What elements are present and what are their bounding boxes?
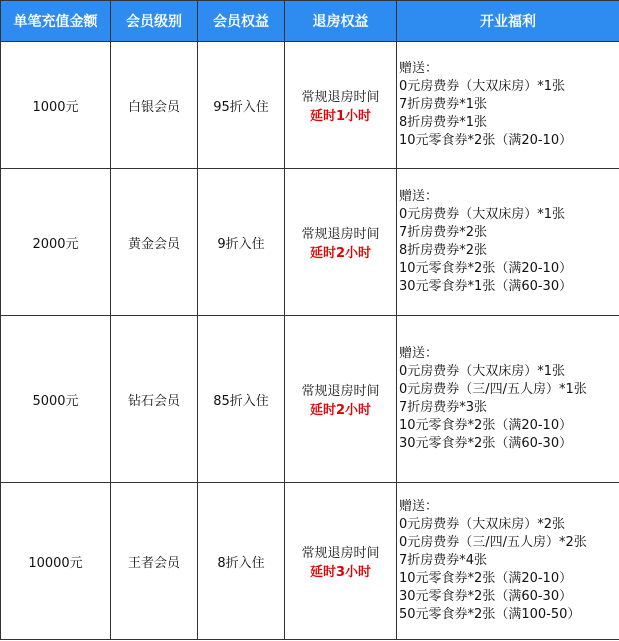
- benefit-line: 赠送：: [399, 346, 439, 361]
- amount-cell: 10000元: [1, 483, 111, 640]
- checkout-cell: [285, 316, 397, 483]
- amount-cell: 5000元: [1, 316, 111, 483]
- checkout-extension: 延时2小时: [309, 246, 372, 261]
- benefits-cell: [397, 42, 619, 169]
- amount-cell: 1000元: [1, 42, 111, 169]
- benefit-line: 10元零食券*2张（满20-10）: [399, 133, 573, 148]
- checkout-standard: 常规退房时间: [301, 546, 380, 561]
- amount-cell: 2000元: [1, 169, 111, 316]
- checkout-extension: 延时3小时: [309, 565, 372, 580]
- header-checkout: 退房权益: [285, 1, 397, 42]
- benefit-line: 7折房费券*1张: [399, 97, 488, 112]
- header-level: 会员级别: [111, 1, 198, 42]
- checkout-cell: [285, 483, 397, 640]
- level-cell: 王者会员: [111, 483, 198, 640]
- benefits-cell: [397, 483, 619, 640]
- benefit-line: 0元房费券（大双床房）*2张: [399, 517, 566, 532]
- benefit-line: 10元零食券*2张（满20-10）: [399, 418, 573, 433]
- benefit-line: 0元房费券（大双床房）*1张: [399, 364, 566, 379]
- discount-cell: 8折入住: [198, 483, 285, 640]
- table-row: [1, 42, 619, 169]
- benefit-line: 10元零食券*2张（满20-10）: [399, 571, 573, 586]
- header-discount: 会员权益: [198, 1, 285, 42]
- benefit-line: 8折房费券*2张: [399, 243, 488, 258]
- table-row: [1, 316, 619, 483]
- table-row: [1, 169, 619, 316]
- benefit-line: 7折房费券*4张: [399, 553, 488, 568]
- checkout-extension: 延时2小时: [309, 403, 372, 418]
- benefit-line: 赠送：: [399, 61, 439, 76]
- checkout-standard: 常规退房时间: [301, 384, 380, 399]
- checkout-standard: 常规退房时间: [301, 227, 380, 242]
- checkout-standard: 常规退房时间: [301, 90, 380, 105]
- checkout-cell: [285, 42, 397, 169]
- table-row: [1, 483, 619, 640]
- benefit-line: 10元零食券*2张（满20-10）: [399, 261, 573, 276]
- benefit-line: 8折房费券*1张: [399, 115, 488, 130]
- header-opening-benefits: 开业福利: [397, 1, 619, 42]
- checkout-extension: 延时1小时: [309, 109, 372, 124]
- benefit-line: 30元零食券*2张（满60-30）: [399, 589, 573, 604]
- discount-cell: 9折入住: [198, 169, 285, 316]
- benefit-line: 赠送：: [399, 189, 439, 204]
- checkout-cell: [285, 169, 397, 316]
- discount-cell: 95折入住: [198, 42, 285, 169]
- level-cell: 黄金会员: [111, 169, 198, 316]
- benefit-line: 7折房费券*2张: [399, 225, 488, 240]
- benefit-line: 30元零食券*1张（满60-30）: [399, 279, 573, 294]
- discount-cell: 85折入住: [198, 316, 285, 483]
- benefit-line: 30元零食券*2张（满60-30）: [399, 436, 573, 451]
- benefit-line: 0元房费券（三/四/五人房）*1张: [399, 382, 587, 397]
- benefits-cell: [397, 316, 619, 483]
- benefit-line: 0元房费券（大双床房）*1张: [399, 207, 566, 222]
- level-cell: 白银会员: [111, 42, 198, 169]
- benefit-line: 0元房费券（三/四/五人房）*2张: [399, 535, 587, 550]
- benefit-line: 赠送：: [399, 499, 439, 514]
- benefit-line: 50元零食券*2张（满100-50）: [399, 607, 581, 622]
- benefit-line: 0元房费券（大双床房）*1张: [399, 79, 566, 94]
- header-amount: 单笔充值金额: [1, 1, 111, 42]
- header-row: [1, 1, 619, 42]
- level-cell: 钻石会员: [111, 316, 198, 483]
- benefits-cell: [397, 169, 619, 316]
- benefit-line: 7折房费券*3张: [399, 400, 488, 415]
